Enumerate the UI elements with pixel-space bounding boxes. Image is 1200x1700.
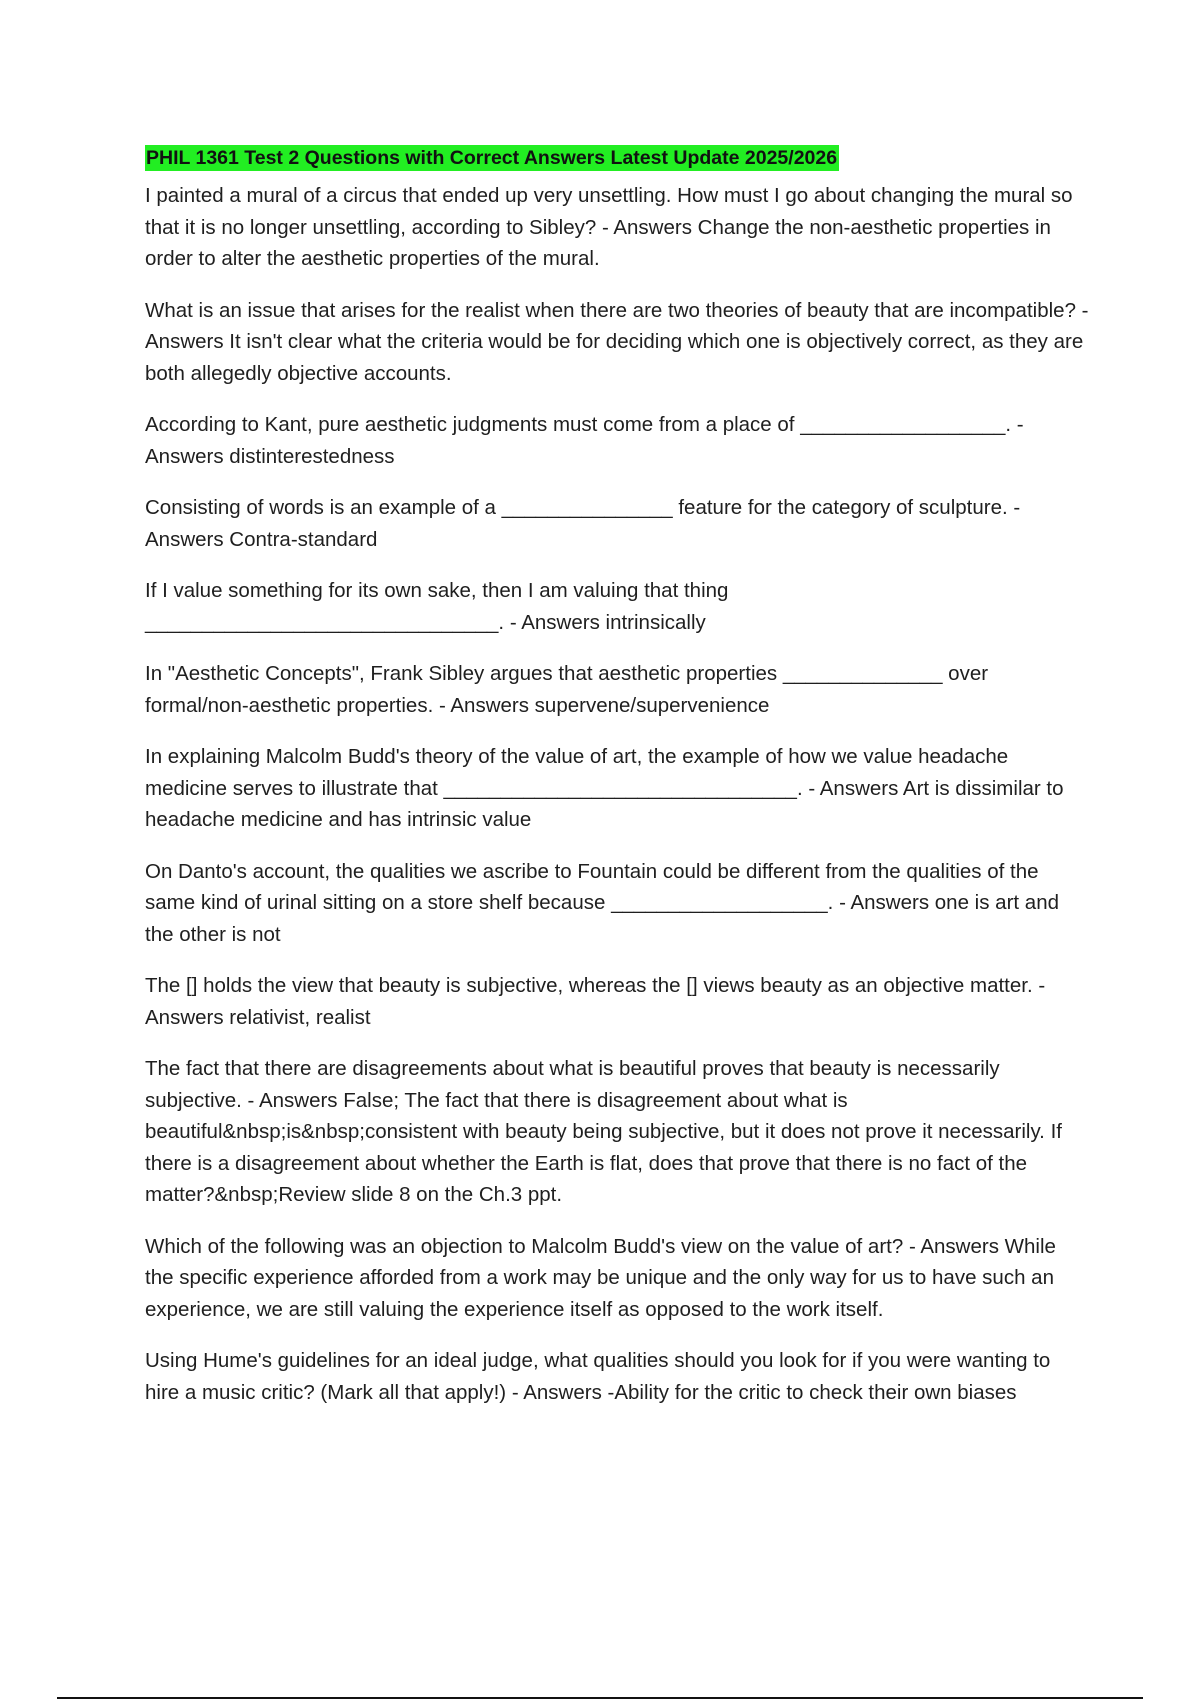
qa-item-2: What is an issue that arises for the realist when there are two theories of beauty that are incompatible? - Answers It isn't clear what the criteria would be for deciding which one is objectively correct, as they are both allegedly objective accounts. [145,298,1089,385]
footer-divider [57,1697,1143,1699]
qa-item-5: If I value something for its own sake, then I am valuing that thing _______________________________. - Answers intrinsically [145,579,729,634]
qa-item-1: I painted a mural of a circus that ended up very unsettling. How must I go about changing the mural so that it is no longer unsettling, according to Sibley? - Answers Change the non-aesthetic properties in order to alter the aesthetic properties of the mural. [145,184,1073,270]
qa-item-9: The [] holds the view that beauty is subjective, whereas the [] views beauty as an objective matter. - Answers relativist, realist [145,974,1046,1029]
qa-item-8: On Danto's account, the qualities we ascribe to Fountain could be different from the qualities of the same kind of urinal sitting on a store shelf because ___________________. - Answers one is art and the other is not [145,859,1059,946]
qa-item-12: Using Hume's guidelines for an ideal judge, what qualities should you look for if you were wanting to hire a music critic? (Mark all that apply!) - Answers -Ability for the critic to check their own biases [145,1349,1051,1404]
qa-item-11: Which of the following was an objection to Malcolm Budd's view on the value of art? - Answers While the specific experience afforded from a work may be unique and the only way for us to have such an experience, we are still valuing the experience itself as opposed to the work itself. [145,1234,1056,1321]
qa-item-7: In explaining Malcolm Budd's theory of the value of art, the example of how we value headache medicine serves to illustrate that _______________________________. - Answers Art is dissimilar to headache medicine and has intrinsic value [145,745,1064,831]
qa-item-10: The fact that there are disagreements about what is beautiful proves that beauty is necessarily subjective. - Answers False; The fact that there is disagreement about what is beautiful&nbsp;is&nbsp;consistent with beauty being subjective, but it does not prove it necessarily. If there is a disagreement about whether the Earth is flat, does that prove that there is no fact of the matter?&nbsp;Review slide 8 on the Ch.3 ppt. [145,1057,1062,1206]
qa-item-3: According to Kant, pure aesthetic judgments must come from a place of __________________. - Answers distinterestedness [145,413,1024,468]
qa-item-4: Consisting of words is an example of a _______________ feature for the category of sculpture. - Answers Contra-standard [145,496,1021,551]
qa-item-6: In "Aesthetic Concepts", Frank Sibley argues that aesthetic properties ______________ over formal/non-aesthetic properties. - Answers supervene/supervenience [145,662,989,717]
document-page [145,145,1090,1428]
document-title: PHIL 1361 Test 2 Questions with Correct Answers Latest Update 2025/2026 [146,147,838,169]
